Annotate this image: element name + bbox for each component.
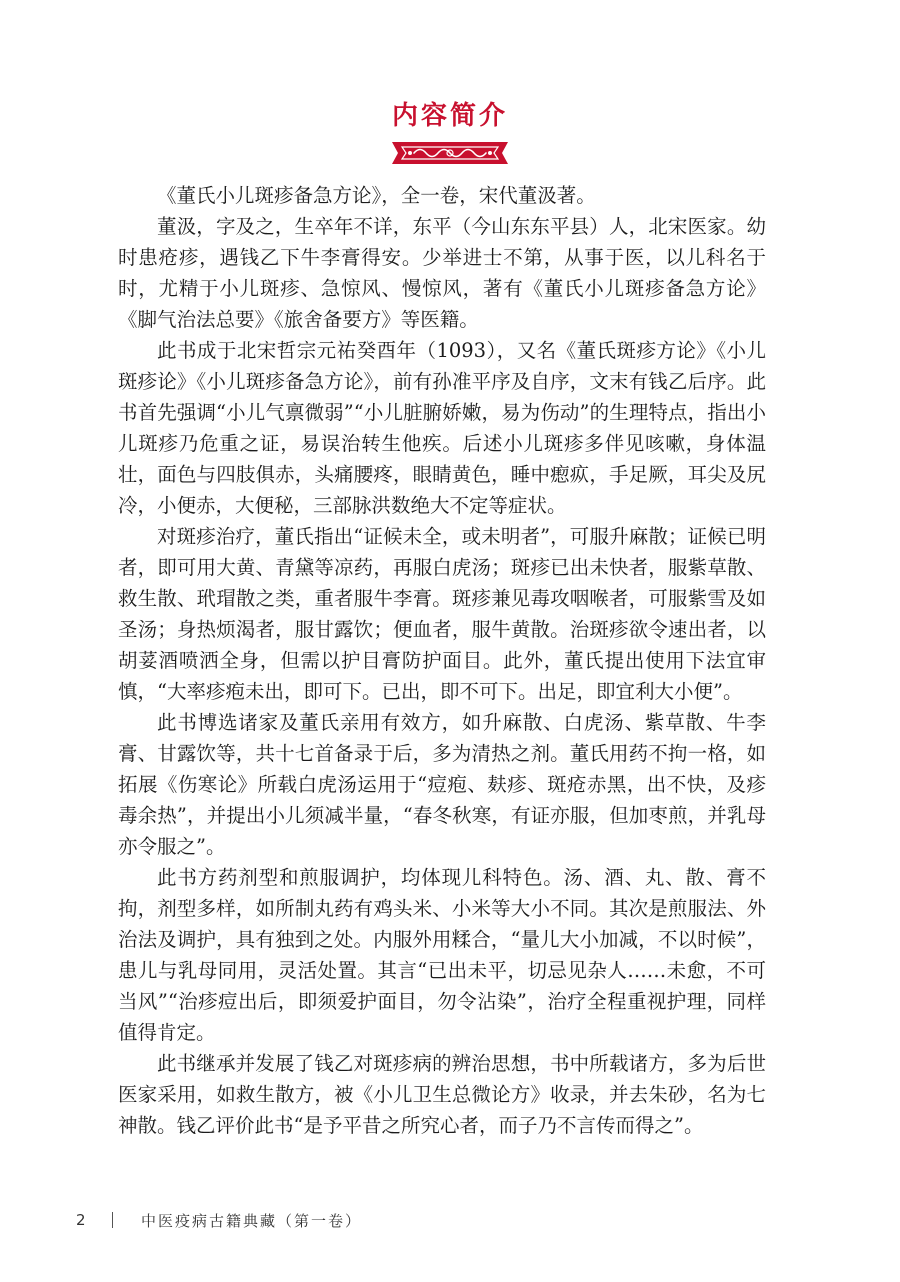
book-title: 中医疫病古籍典藏（第一卷）	[141, 1211, 363, 1230]
section-header	[0, 98, 900, 168]
red-floral-cloud-ornament-icon	[388, 138, 512, 168]
paragraph: 此书成于北宋哲宗元祐癸酉年（1093），又名《董氏斑疹方论》《小儿斑疹论》《小儿斑疹备急方论》，前有孙准平序及自序，文末有钱乙后序。此书首先强调“小儿气禀微弱”“小儿脏腑娇嫩，易为伤动”的生理特点，指出小儿斑疹乃危重之证，易误治转生他疾。后述小儿斑疹多伴见咳嗽，身体温壮，面色与四肢俱赤，头痛腰疼，眼睛黄色，睡中瘛疭，手足厥，耳尖及尻冷，小便赤，大便秘，三部脉洪数绝大不定等症状。	[118, 339, 766, 517]
paragraph: 《董氏小儿斑疹备急方论》，全一卷，宋代董汲著。	[157, 184, 596, 207]
paragraph: 董汲，字及之，生卒年不详，东平（今山东东平县）人，北宋医家。幼时患疮疹，遇钱乙下牛李膏得安。少举进士不第，从事于医，以儿科名于时，尤精于小儿斑疹、急惊风、慢惊风，著有《董氏小儿斑疹备急方论》《脚气治法总要》《旅舍备要方》等医籍。	[118, 215, 766, 331]
paragraph: 此书博选诸家及董氏亲用有效方，如升麻散、白虎汤、紫草散、牛李膏、甘露饮等，共十七首备录于后，多为清热之剂。董氏用药不拘一格，如拓展《伤寒论》所载白虎汤运用于“痘疱、麸疹、斑疮赤黑，出不快，及疹毒余热”，并提出小儿须减半量，“春冬秋寒，有证亦服，但加枣煎，并乳母亦令服之”。	[118, 711, 766, 858]
footer-divider	[112, 1212, 113, 1228]
paragraph: 此书方药剂型和煎服调护，均体现儿科特色。汤、酒、丸、散、膏不拘，剂型多样，如所制丸药有鸡头米、小米等大小不同。其次是煎服法、外治法及调护，具有独到之处。内服外用糅合，“量儿大小加减，不以时候”，患儿与乳母同用，灵活处置。其言“已出未平，切忌见杂人……未愈，不可当风”“治疹痘出后，即须爱护面目，勿令沾染”，治疗全程重视护理，同样值得肯定。	[118, 866, 766, 1044]
paragraph: 此书继承并发展了钱乙对斑疹病的辨治思想，书中所载诸方，多为后世医家采用，如救生散方，被《小儿卫生总微论方》收录，并去朱砂，名为七神散。钱乙评价此书“是予平昔之所究心者，而子乃不言传而得之”。	[118, 1052, 766, 1137]
section-title: 内容简介	[391, 101, 508, 131]
page-footer	[76, 1208, 362, 1232]
introduction-body	[118, 180, 766, 1141]
paragraph: 对斑疹治疗，董氏指出“证候未全，或未明者”，可服升麻散；证候已明者，即可用大黄、青黛等凉药，再服白虎汤；斑疹已出未快者，服紫草散、救生散、玳瑁散之类，重者服牛李膏。斑疹兼见毒攻咽喉者，可服紫雪及如圣汤；身热烦渴者，服甘露饮；便血者，服牛黄散。治斑疹欲令速出者，以胡荽酒喷洒全身，但需以护目膏防护面目。此外，董氏提出使用下法宜审慎，“大率疹疱未出，即可下。已出，即不可下。出足，即宜利大小便”。	[118, 525, 766, 703]
page-number: 2	[76, 1211, 86, 1229]
